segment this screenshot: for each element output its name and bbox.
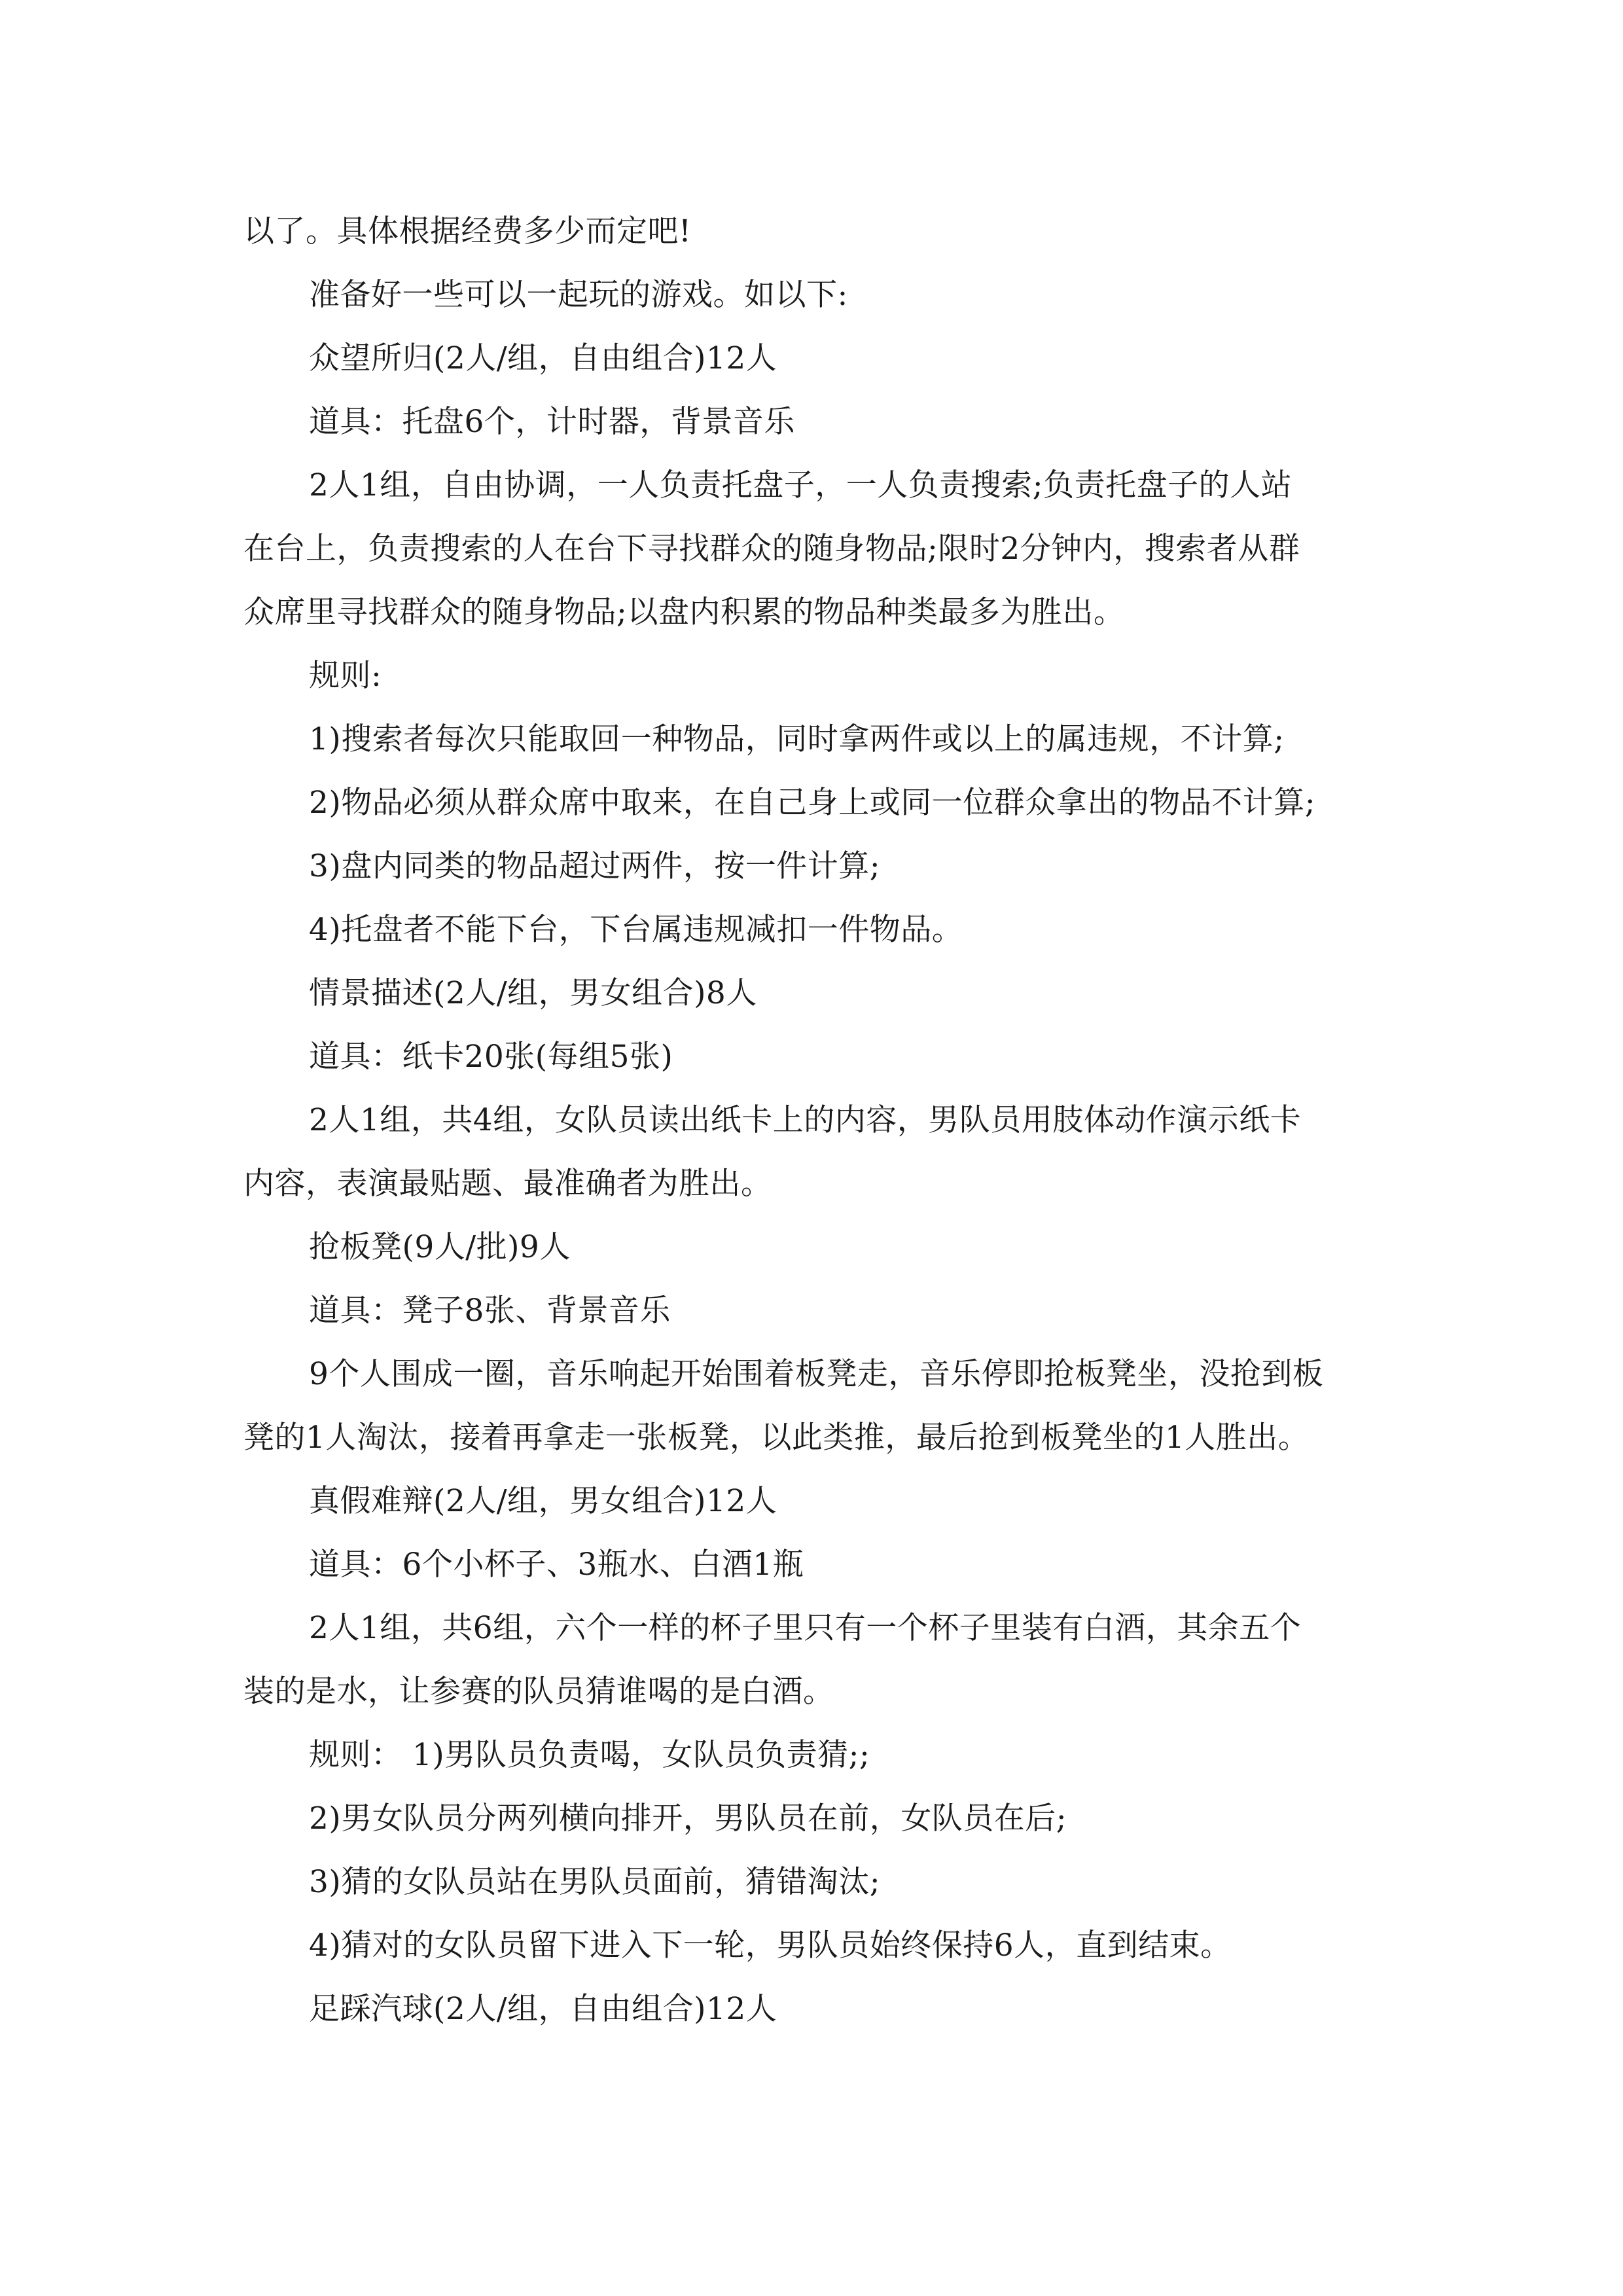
text-line: 凳的1人淘汰，接着再拿走一张板凳，以此类推，最后抢到板凳坐的1人胜出。: [243, 1420, 1310, 1456]
props-line: 道具：6个小杯子、3瓶水、白酒1瓶: [309, 1547, 804, 1583]
rules-heading: 规则:: [309, 658, 382, 694]
text-line: 以了。具体根据经费多少而定吧!: [243, 213, 692, 249]
rule-item: 4)猜对的女队员留下进入下一轮，男队员始终保持6人，直到结束。: [309, 1928, 1232, 1964]
game-title: 众望所归(2人/组，自由组合)12人: [309, 340, 777, 376]
text-line: 在台上，负责搜索的人在台下寻找群众的随身物品;限时2分钟内，搜索者从群: [243, 531, 1300, 567]
rule-item: 4)托盘者不能下台，下台属违规减扣一件物品。: [309, 912, 963, 948]
rule-item: 1)搜索者每次只能取回一种物品，同时拿两件或以上的属违规，不计算;: [309, 721, 1285, 757]
rule-item: 3)猜的女队员站在男队员面前，猜错淘汰;: [309, 1864, 881, 1900]
document-body: [243, 200, 1382, 2041]
props-line: 道具：凳子8张、背景音乐: [309, 1293, 671, 1329]
text-line: 2人1组，共4组，女队员读出纸卡上的内容，男队员用肢体动作演示纸卡: [309, 1102, 1302, 1138]
props-line: 道具：纸卡20张(每组5张): [309, 1039, 673, 1075]
rules-heading: 规则： 1)男队员负责喝，女队员负责猜;;: [309, 1737, 870, 1773]
text-line: 众席里寻找群众的随身物品;以盘内积累的物品种类最多为胜出。: [243, 594, 1125, 630]
rule-item: 2)男女队员分两列横向排开，男队员在前，女队员在后;: [309, 1801, 1067, 1837]
props-line: 道具：托盘6个，计时器，背景音乐: [309, 404, 795, 440]
rule-item: 2)物品必须从群众席中取来，在自己身上或同一位群众拿出的物品不计算;: [309, 785, 1316, 821]
text-line: 准备好一些可以一起玩的游戏。如以下:: [309, 277, 848, 313]
game-title: 抢板凳(9人/批)9人: [309, 1229, 571, 1265]
game-title: 足踩汽球(2人/组，自由组合)12人: [309, 1991, 777, 2027]
text-line: 2人1组，自由协调，一人负责托盘子，一人负责搜索;负责托盘子的人站: [309, 467, 1293, 503]
game-title: 真假难辩(2人/组，男女组合)12人: [309, 1483, 777, 1519]
text-line: 9个人围成一圈，音乐响起开始围着板凳走，音乐停即抢板凳坐，没抢到板: [309, 1356, 1324, 1392]
text-line: 2人1组，共6组，六个一样的杯子里只有一个杯子里装有白酒，其余五个: [309, 1610, 1302, 1646]
game-title: 情景描述(2人/组，男女组合)8人: [309, 975, 757, 1011]
text-line: 内容，表演最贴题、最准确者为胜出。: [243, 1166, 772, 1202]
rule-item: 3)盘内同类的物品超过两件，按一件计算;: [309, 848, 881, 884]
text-line: 装的是水，让参赛的队员猜谁喝的是白酒。: [243, 1674, 834, 1710]
